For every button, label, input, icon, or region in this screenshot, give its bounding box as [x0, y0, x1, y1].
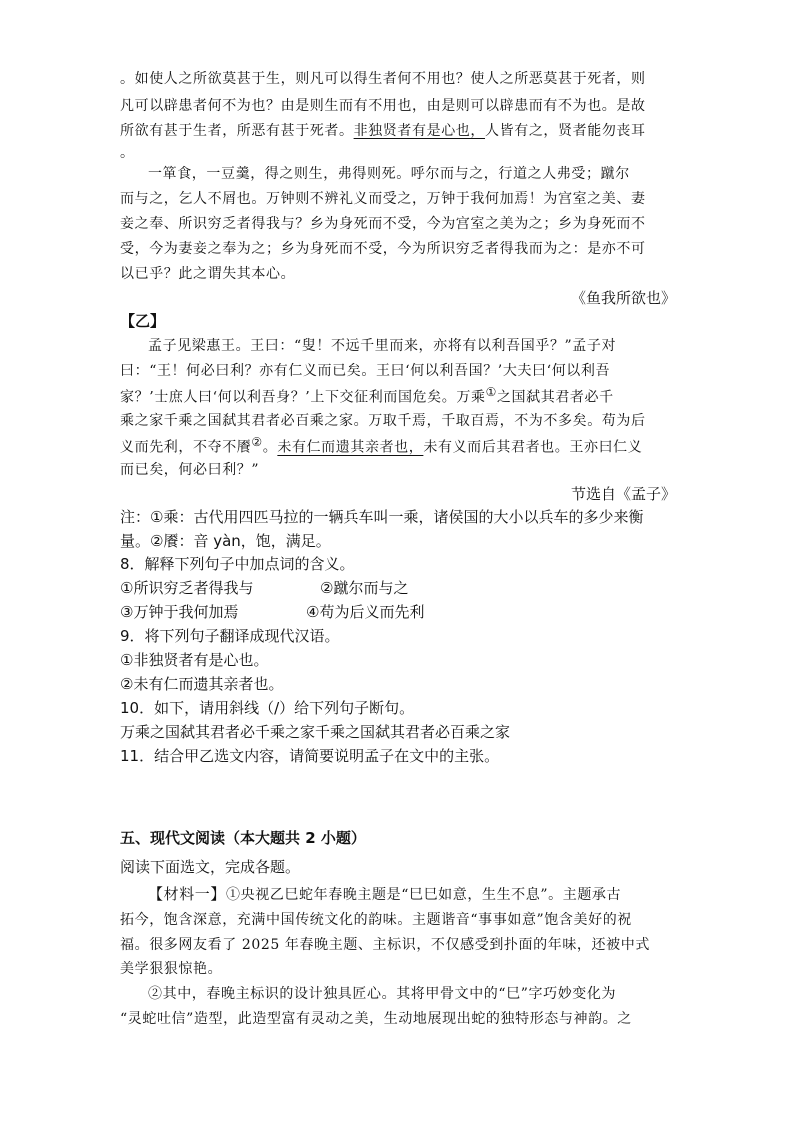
question-item: ①所识穷乏者得我与 [120, 579, 254, 597]
question-item: ②蹴尔而与之 [320, 579, 409, 597]
passage-b-line: 而已矣，何必曰利？” [120, 462, 260, 478]
passage-b-line: 孟子见梁惠王。王曰：“叟！不远千里而来，亦将有以利吾国乎？”孟子对 [148, 338, 617, 354]
footnote-marker: ① [485, 385, 497, 399]
passage-a-line: 一箪食，一豆羹，得之则生，弗得则死。呼尔而与之，行道之人弗受；蹴尔 [148, 166, 630, 182]
material-line: 拓今，饱含深意，充满中国传统文化的韵味。主题谐音“事事如意”饱含美好的祝 [120, 912, 632, 928]
material-label: 【材料一】 [148, 885, 227, 903]
passage-b-text: 义而先利，不夺不餍 [120, 439, 252, 456]
note-line: 量。②餍：音 yàn，饱，满足。 [120, 532, 331, 550]
question-item: ④苟为后义而先利 [306, 603, 425, 621]
passage-a-source: 《鱼我所欲也》 [570, 289, 676, 307]
passage-b-line [120, 385, 676, 407]
passage-b-text: 家？’士庶人曰‘何以利吾身？’上下交征利而国危矣。万乘 [120, 389, 486, 406]
passage-a-line: 妾之奉、所识穷乏者得我与？乡为身死而不受，今为宫室之美为之；乡为身死而不 [120, 216, 646, 232]
passage-a-line: 凡可以辟患者何不为也？由是则生而有不用也，由是则可以辟患而有不为也。是故 [120, 98, 646, 114]
passage-a-line: 。如使人之所欲莫甚于生，则凡可以得生者何不用也？使人之所恶莫甚于死者，则 [120, 71, 646, 87]
passage-b-line: 乘之家千乘之国弑其君者必百乘之家。万取千焉，千取百焉，不为不多矣。苟为后 [120, 413, 646, 429]
note-line: 注：①乘：古代用四匹马拉的一辆兵车叫一乘，诸侯国的大小以兵车的多少来衡 [120, 508, 644, 526]
question-item: ③万钟于我何加焉 [120, 603, 239, 621]
passage-b-text: 未有义而后其君者也。王亦曰仁义 [423, 439, 643, 456]
material-text: ①央视乙巳蛇年春晚主题是“巳巳如意，生生不息”。主题承古 [226, 887, 622, 903]
footnote-marker: ② [251, 435, 263, 449]
passage-a-line [120, 120, 676, 140]
question-8: 8．解释下列句子中加点词的含义。 [120, 555, 355, 573]
material-line: 美学狠狠惊艳。 [120, 961, 223, 977]
passage-b-text: 。 [262, 439, 278, 456]
section-heading: 五、现代文阅读（本大题共 2 小题） [120, 829, 366, 847]
question-8-items [120, 601, 676, 622]
question-9: 9．将下列句子翻译成现代汉语。 [120, 627, 340, 645]
passage-a-text: 所欲有甚于生者，所恶有甚于死者。 [120, 123, 354, 139]
question-item: ①非独贤者有是心也。 [120, 651, 269, 669]
passage-b-text: 之国弑其君者必千 [496, 389, 614, 406]
material-line: 福。很多网友看了 2025 年春晚主题、主标识，不仅感受到扑面的年味，还被中式 [120, 937, 650, 953]
passage-a-line: 以已乎？此之谓失其本心。 [120, 266, 296, 282]
question-8-items [120, 577, 676, 598]
section-instruction: 阅读下面选文，完成各题。 [120, 858, 301, 876]
passage-b-line: 曰：“王！何必曰利？亦有仁义而已矣。王曰‘何以利吾国？’大夫曰‘何以利吾 [120, 363, 611, 379]
passage-b-source: 节选自《孟子》 [570, 485, 676, 503]
passage-b-heading: 【乙】 [120, 312, 166, 330]
material-line [148, 883, 676, 904]
question-10: 10．如下，请用斜线（/）给下列句子断句。 [120, 699, 415, 717]
question-11: 11．结合甲乙选文内容，请简要说明孟子在文中的主张。 [120, 747, 500, 765]
passage-a-line: 受，今为妻妾之奉为之；乡为身死而不受，今为所识穷乏者得我而为之：是亦不可 [120, 241, 646, 257]
underlined-sentence: 非独贤者有是心也， [353, 123, 486, 139]
question-10-text: 万乘之国弑其君者必千乘之家千乘之国弑其君者必百乘之家 [120, 723, 511, 741]
material-line: “灵蛇吐信”造型，此造型富有灵动之美，生动地展现出蛇的独特形态与神韵。之 [120, 1011, 632, 1027]
passage-b-line [120, 435, 676, 457]
passage-a-line: 而与之，乞人不屑也。万钟则不辨礼义而受之，万钟于我何加焉！为宫室之美、妻 [120, 191, 646, 207]
underlined-sentence: 未有仁而遗其亲者也， [277, 439, 424, 456]
question-item: ②未有仁而遗其亲者也。 [120, 675, 284, 693]
passage-a-line: 。 [120, 145, 135, 161]
passage-a-text: 人皆有之，贤者能勿丧耳 [485, 123, 646, 139]
material-line: ②其中，春晚主标识的设计独具匠心。其将甲骨文中的“巳”字巧妙变化为 [148, 986, 617, 1002]
